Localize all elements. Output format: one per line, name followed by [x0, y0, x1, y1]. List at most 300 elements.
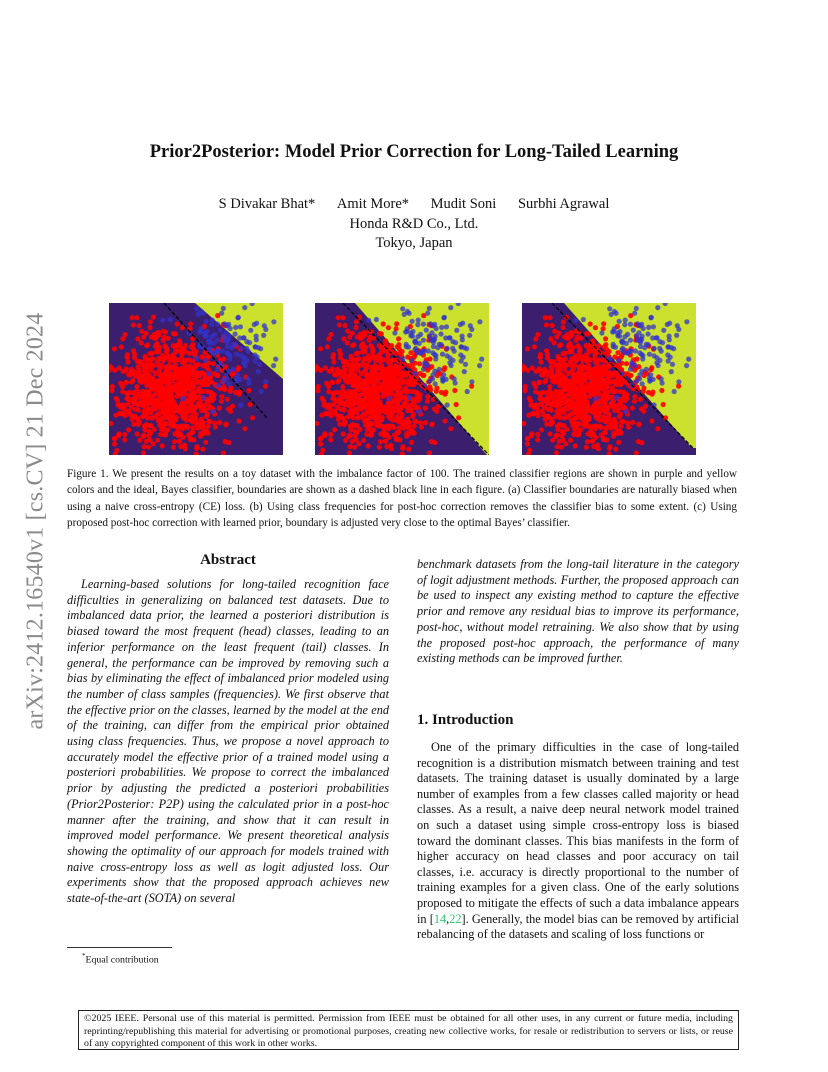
head-class-point	[318, 436, 323, 441]
head-class-point	[190, 396, 195, 401]
copyright-notice: ©2025 IEEE. Personal use of this material is permitted. Permission from IEEE must be obtained for all other uses, in any current or future media, including reprinting/republishing this material for advertising or promotional purposes, creating new collective works, for resale or redistribution to servers or lists, or reuse of any copyrighted component of this work in other works.	[78, 1010, 739, 1050]
citation-link-14[interactable]: 14	[433, 911, 447, 926]
head-class-point	[350, 331, 355, 336]
head-class-point	[533, 336, 538, 341]
tail-class-point	[465, 389, 470, 394]
head-class-point	[365, 356, 370, 361]
tail-class-point	[206, 339, 211, 344]
head-class-point	[593, 325, 598, 330]
head-class-point	[145, 342, 150, 347]
head-class-point	[562, 395, 567, 400]
tail-class-point	[420, 348, 425, 353]
head-class-point	[354, 437, 359, 442]
head-class-point	[611, 434, 616, 439]
head-class-point	[327, 369, 332, 374]
tail-class-point	[637, 372, 642, 377]
head-class-point	[137, 378, 142, 383]
citation-separator: ,	[446, 911, 450, 926]
head-class-point	[120, 336, 125, 341]
head-class-point	[146, 445, 151, 450]
head-class-point	[538, 355, 543, 360]
head-class-point	[554, 432, 559, 437]
head-class-point	[423, 406, 428, 411]
head-class-point	[323, 365, 328, 370]
tail-class-point	[660, 380, 665, 385]
panel-c-plot	[522, 303, 696, 455]
head-class-point	[547, 384, 552, 389]
tail-class-point	[427, 379, 432, 384]
tail-class-point	[452, 349, 457, 354]
head-class-point	[228, 409, 233, 414]
head-class-point	[355, 376, 360, 381]
head-class-point	[599, 366, 604, 371]
tail-class-point	[412, 371, 417, 376]
head-class-point	[381, 429, 386, 434]
head-class-point	[638, 397, 643, 402]
head-class-point	[355, 395, 360, 400]
head-class-point	[548, 431, 553, 436]
head-class-point	[538, 395, 543, 400]
tail-class-point	[440, 352, 445, 357]
tail-class-point	[660, 340, 665, 345]
head-class-point	[325, 344, 330, 349]
tail-class-point	[256, 369, 261, 374]
head-class-point	[409, 402, 414, 407]
head-class-point	[616, 402, 621, 407]
head-class-point	[568, 438, 573, 443]
head-class-point	[117, 365, 122, 370]
tail-class-point	[261, 333, 266, 338]
tail-class-point	[168, 317, 173, 322]
introduction-heading: 1. Introduction	[417, 712, 514, 728]
tail-class-point	[623, 318, 628, 323]
head-class-point	[549, 373, 554, 378]
head-class-point	[242, 426, 247, 431]
head-class-point	[388, 413, 393, 418]
head-class-point	[381, 357, 386, 362]
tail-class-point	[225, 323, 230, 328]
tail-class-point	[238, 324, 243, 329]
head-class-point	[171, 445, 176, 450]
head-class-point	[380, 369, 385, 374]
head-class-point	[552, 329, 557, 334]
head-class-point	[603, 381, 608, 386]
tail-class-point	[424, 328, 429, 333]
head-class-point	[122, 410, 127, 415]
head-class-point	[395, 418, 400, 423]
head-class-point	[148, 437, 153, 442]
head-class-point	[132, 414, 137, 419]
head-class-point	[338, 352, 343, 357]
head-class-point	[570, 397, 575, 402]
tail-class-point	[669, 369, 674, 374]
head-class-point	[552, 340, 557, 345]
head-class-point	[397, 437, 402, 442]
tail-class-point	[672, 389, 677, 394]
head-class-point	[555, 444, 560, 449]
head-class-point	[354, 319, 359, 324]
head-class-point	[183, 387, 188, 392]
head-class-point	[641, 409, 646, 414]
head-class-point	[223, 439, 228, 444]
tail-class-point	[219, 311, 224, 316]
head-class-point	[184, 424, 189, 429]
head-class-point	[550, 420, 555, 425]
tail-class-point	[646, 331, 651, 336]
head-class-point	[143, 354, 148, 359]
head-class-point	[163, 432, 168, 437]
head-class-point	[222, 387, 227, 392]
head-class-point	[202, 379, 207, 384]
tail-class-point	[225, 336, 230, 341]
head-class-point	[590, 439, 595, 444]
abstract-heading: Abstract	[200, 552, 256, 568]
author-3: Mudit Soni	[430, 196, 497, 212]
head-class-point	[201, 420, 206, 425]
head-class-point	[347, 432, 352, 437]
tail-class-point	[273, 357, 278, 362]
head-class-point	[628, 373, 633, 378]
head-class-point	[187, 351, 192, 356]
head-class-point	[136, 373, 141, 378]
tail-class-point	[617, 319, 622, 324]
tail-class-point	[231, 342, 236, 347]
tail-class-point	[640, 381, 645, 386]
head-class-point	[396, 381, 401, 386]
head-class-point	[561, 357, 566, 362]
head-class-point	[367, 379, 372, 384]
head-class-point	[574, 393, 579, 398]
head-class-point	[161, 393, 166, 398]
head-class-point	[425, 394, 430, 399]
introduction-text-part2: ]. Generally, the model bias can be removed by artificial rebalancing of the datasets and scaling of loss functions or	[417, 911, 740, 942]
author-2: Amit More*	[336, 196, 410, 212]
tail-class-point	[418, 332, 423, 337]
head-class-point	[641, 389, 646, 394]
tail-class-point	[665, 352, 670, 357]
tail-class-point	[460, 337, 465, 342]
head-class-point	[124, 391, 129, 396]
head-class-point	[406, 447, 411, 452]
head-class-point	[416, 398, 421, 403]
head-class-point	[592, 367, 597, 372]
tail-class-point	[427, 333, 432, 338]
head-class-point	[211, 361, 216, 366]
head-class-point	[121, 369, 126, 374]
tail-class-point	[573, 318, 578, 323]
head-class-point	[448, 426, 453, 431]
tail-class-point	[258, 346, 263, 351]
introduction-text-part1: One of the primary difficulties in the case of long-tailed recognition is a distribution mismatch between training and test datasets. The training dataset is usually dominated by a large number of examples from a few classes called majority or head classes. As a result, a naive deep neural network model trained on such a dataset using simple cross-entropy loss is biased toward the dominant classes. This bias manifests in the form of higher accuracy on head classes and poor accuracy on tail classes, i.e. accuracy is directly proportional to the number of training examples for a given class. One of the early solutions proposed to mitigate the effects of such a data imbalance appears in [	[417, 740, 739, 926]
tail-class-point	[252, 322, 257, 327]
head-class-point	[149, 395, 154, 400]
tail-class-point	[233, 325, 238, 330]
tail-class-point	[632, 363, 637, 368]
head-class-point	[407, 420, 412, 425]
head-class-point	[112, 346, 117, 351]
head-class-point	[643, 404, 648, 409]
head-class-point	[553, 414, 558, 419]
head-class-point	[340, 315, 345, 320]
head-class-point	[410, 414, 415, 419]
head-class-point	[526, 413, 531, 418]
head-class-point	[361, 402, 366, 407]
head-class-point	[114, 396, 119, 401]
head-class-point	[604, 405, 609, 410]
tail-class-point	[392, 330, 397, 335]
head-class-point	[616, 440, 621, 445]
head-class-point	[630, 406, 635, 411]
head-class-point	[400, 444, 405, 449]
head-class-point	[568, 402, 573, 407]
head-class-point	[617, 414, 622, 419]
tail-class-point	[644, 367, 649, 372]
head-class-point	[246, 388, 251, 393]
head-class-point	[336, 315, 341, 320]
tail-class-point	[477, 363, 482, 368]
tail-class-point	[212, 332, 217, 337]
tail-class-point	[453, 340, 458, 345]
tail-class-point	[614, 395, 619, 400]
head-class-point	[354, 325, 359, 330]
head-class-point	[139, 396, 144, 401]
tail-class-point	[676, 379, 681, 384]
tail-class-point	[405, 309, 410, 314]
tail-class-point	[616, 358, 621, 363]
head-class-point	[203, 429, 208, 434]
head-class-point	[158, 372, 163, 377]
tail-class-point	[444, 377, 449, 382]
citation-link-22[interactable]: 22	[449, 911, 462, 926]
head-class-point	[144, 331, 149, 336]
head-class-point	[379, 346, 384, 351]
head-class-point	[224, 422, 229, 427]
tail-class-point	[214, 348, 219, 353]
head-class-point	[183, 381, 188, 386]
author-4: Surbhi Agrawal	[517, 196, 610, 212]
tail-class-point	[464, 346, 469, 351]
head-class-point	[328, 432, 333, 437]
tail-class-point	[204, 334, 209, 339]
tail-class-point	[644, 342, 649, 347]
head-class-point	[125, 355, 130, 360]
head-class-point	[385, 367, 390, 372]
tail-class-point	[374, 317, 379, 322]
head-class-point	[415, 392, 420, 397]
figure-caption: Figure 1. We present the results on a toy dataset with the imbalance factor of 100. The trained classifier regions are shown in purple and yellow colors and the ideal, Bayes classifier, boundaries are shown as a dashed black line in each figure. (a) Classifier boundaries are naturally biased when using a naive cross-entropy (CE) loss. (b) Using class frequencies for post-hoc correction removes the classifier bias to some extent. (c) Using proposed post-hoc correction with learned prior, boundary is adjusted very close to the optimal Bayes’ classifier.	[67, 468, 737, 529]
head-class-point	[584, 445, 589, 450]
tail-class-point	[581, 317, 586, 322]
tail-class-point	[655, 305, 660, 310]
head-class-point	[367, 408, 372, 413]
head-class-point	[148, 357, 153, 362]
tail-class-point	[253, 344, 258, 349]
head-class-point	[538, 359, 543, 364]
head-class-point	[319, 413, 324, 418]
head-class-point	[661, 402, 666, 407]
head-class-point	[604, 437, 609, 442]
head-class-point	[556, 390, 561, 395]
tail-class-point	[459, 358, 464, 363]
tail-class-point	[617, 334, 622, 339]
head-class-point	[622, 392, 627, 397]
tail-class-point	[194, 306, 199, 311]
head-class-point	[210, 398, 215, 403]
head-class-point	[525, 346, 530, 351]
head-class-point	[167, 409, 172, 414]
head-class-point	[340, 384, 345, 389]
tail-class-point	[437, 342, 442, 347]
tail-class-point	[628, 338, 633, 343]
head-class-point	[581, 371, 586, 376]
head-class-point	[622, 379, 627, 384]
head-class-point	[576, 365, 581, 370]
head-class-point	[407, 389, 412, 394]
head-class-point	[390, 358, 395, 363]
head-class-point	[159, 416, 164, 421]
tail-class-point	[612, 309, 617, 314]
head-class-point	[339, 407, 344, 412]
abstract-text: Learning-based solutions for long-tailed recognition face difficulties in generalizing on balanced test datasets. Due to imbalanced data prior, the learned a posteriori distribution is biased toward the most frequent (head) classes, leading to an inferior performance on the least frequent (tail) classes. In general, the performance can be improved by removing such a bias by eliminating the effect of imbalanced prior modeled using the number of class samples (frequencies). We first observe that the effective prior on the classes, learned by the model at the end of the training, can differ from the empirical prior obtained using class frequencies. Thus, we propose a novel approach to accurately model the effective prior of a trained model using a posteriori probabilities. We propose to correct the imbalanced prior by adjusting the predicted a posteriori probabilities (Prior2Posterior: P2P) using the calculated prior in a post-hoc manner after the training, and show that it can result in improved model performance. We present theoretical analysis showing the optimality of our approach for models trained with naive cross-entropy loss as well as logit adjusted loss. Our experiments show that the proposed approach achieves new state-of-the-art (SOTA) on several	[67, 577, 389, 906]
head-class-point	[434, 409, 439, 414]
tail-class-point	[654, 335, 659, 340]
tail-class-point	[445, 346, 450, 351]
tail-class-point	[425, 311, 430, 316]
head-class-point	[624, 361, 629, 366]
head-class-point	[331, 355, 336, 360]
head-class-point	[318, 441, 323, 446]
tail-class-point	[221, 379, 226, 384]
tail-class-point	[421, 367, 426, 372]
head-class-point	[530, 365, 535, 370]
head-class-point	[377, 331, 382, 336]
head-class-point	[122, 437, 127, 442]
head-class-point	[574, 379, 579, 384]
tail-class-point	[442, 315, 447, 320]
tail-class-point	[646, 325, 651, 330]
head-class-point	[152, 332, 157, 337]
head-class-point	[338, 414, 343, 419]
tail-class-point	[421, 338, 426, 343]
head-class-point	[558, 342, 563, 347]
head-class-point	[366, 443, 371, 448]
head-class-point	[166, 402, 171, 407]
head-class-point	[396, 336, 401, 341]
head-class-point	[169, 355, 174, 360]
head-class-point	[574, 408, 579, 413]
tail-class-point	[628, 367, 633, 372]
head-class-point	[364, 372, 369, 377]
head-class-point	[178, 444, 183, 449]
head-class-point	[572, 416, 577, 421]
head-class-point	[561, 437, 566, 442]
head-class-point	[248, 402, 253, 407]
head-class-point	[564, 363, 569, 368]
tail-class-point	[416, 318, 421, 323]
head-class-point	[360, 382, 365, 387]
tail-class-point	[431, 323, 436, 328]
footnote	[82, 952, 159, 965]
head-class-point	[360, 349, 365, 354]
head-class-point	[580, 409, 585, 414]
head-class-point	[160, 443, 165, 448]
head-class-point	[178, 342, 183, 347]
head-class-point	[160, 329, 165, 334]
head-class-point	[134, 384, 139, 389]
tail-class-point	[622, 322, 627, 327]
tail-class-point	[634, 379, 639, 384]
head-class-point	[250, 415, 255, 420]
head-class-point	[390, 424, 395, 429]
head-class-point	[189, 418, 194, 423]
tail-class-point	[651, 324, 656, 329]
tail-class-point	[242, 305, 247, 310]
head-class-point	[130, 378, 135, 383]
head-class-point	[230, 404, 235, 409]
tail-class-point	[661, 328, 666, 333]
head-class-point	[632, 399, 637, 404]
head-class-point	[125, 359, 130, 364]
head-class-point	[125, 402, 130, 407]
tail-class-point	[410, 319, 415, 324]
head-class-point	[383, 439, 388, 444]
head-class-point	[342, 373, 347, 378]
head-class-point	[552, 396, 557, 401]
head-class-point	[375, 355, 380, 360]
head-class-point	[588, 321, 593, 326]
head-class-point	[579, 402, 584, 407]
tail-class-point	[263, 327, 268, 332]
tail-class-point	[236, 315, 241, 320]
tail-class-point	[450, 358, 455, 363]
head-class-point	[126, 427, 131, 432]
tail-class-point	[447, 335, 452, 340]
figure-panel-c	[522, 303, 696, 455]
tail-class-point	[271, 319, 276, 324]
head-class-point	[206, 424, 211, 429]
tail-class-point	[254, 337, 259, 342]
tail-class-point	[160, 318, 165, 323]
tail-class-point	[638, 323, 643, 328]
head-class-point	[345, 396, 350, 401]
tail-class-point	[676, 327, 681, 332]
head-class-point	[177, 439, 182, 444]
head-class-point	[537, 391, 542, 396]
head-class-point	[606, 364, 611, 369]
head-class-point	[572, 356, 577, 361]
head-class-point	[535, 437, 540, 442]
head-class-point	[608, 380, 613, 385]
head-class-point	[182, 413, 187, 418]
tail-class-point	[233, 331, 238, 336]
head-class-point	[365, 421, 370, 426]
tail-class-point	[625, 332, 630, 337]
head-class-point	[412, 424, 417, 429]
head-class-point	[154, 349, 159, 354]
tail-class-point	[430, 372, 435, 377]
head-class-point	[527, 396, 532, 401]
head-class-point	[650, 390, 655, 395]
head-class-point	[199, 354, 204, 359]
head-class-point	[576, 432, 581, 437]
head-class-point	[401, 388, 406, 393]
head-class-point	[593, 406, 598, 411]
head-class-point	[328, 410, 333, 415]
head-class-point	[595, 413, 600, 418]
tail-class-point	[204, 319, 209, 324]
head-class-point	[155, 402, 160, 407]
head-class-point	[154, 382, 159, 387]
